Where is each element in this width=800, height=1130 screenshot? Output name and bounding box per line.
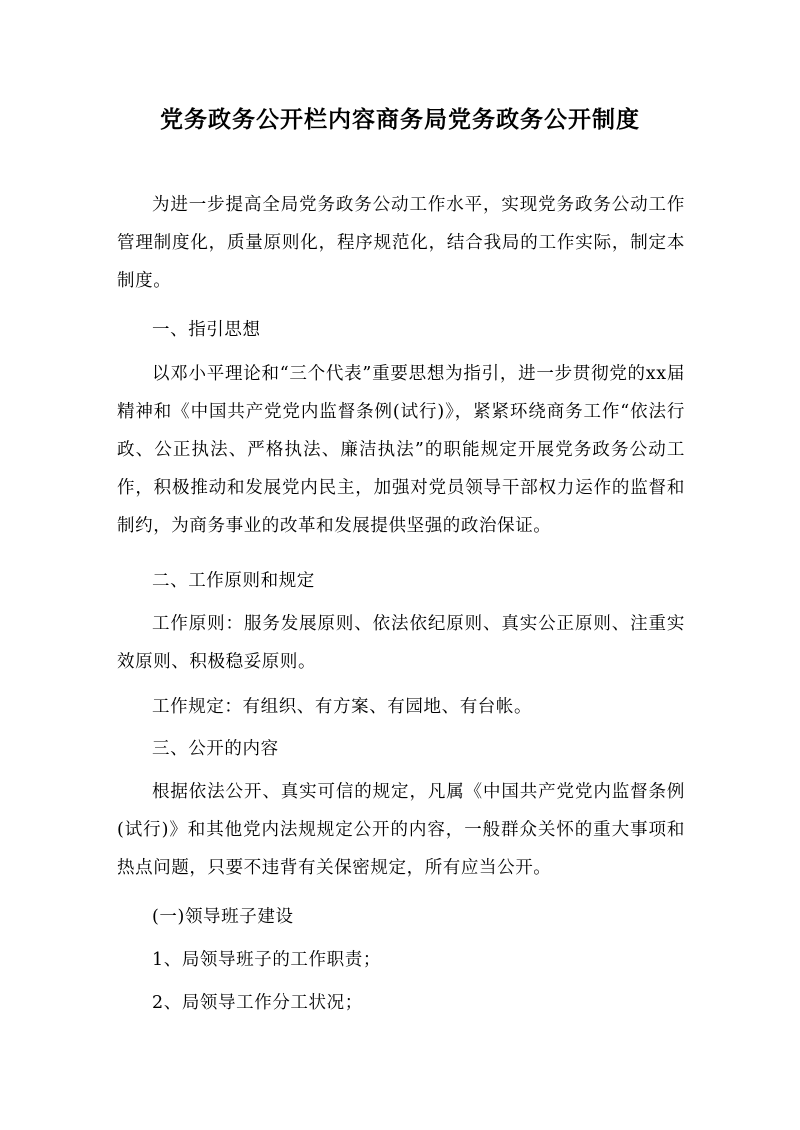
work-rules-paragraph: 工作规定：有组织、有方案、有园地、有台帐。 [152,697,533,717]
subsection-heading-leadership: (一)领导班子建设 [152,907,294,927]
list-item: 1、局领导班子的工作职责； [152,950,381,970]
disclosure-content-paragraph: 根据依法公开、真实可信的规定，凡属《中国共产党党内监督条例(试行)》和其他党内法规规定公开的内容，一般群众关怀的重大事项和热点问题，只要不违背有关保密规定，所有应当公开。 [117,782,685,878]
intro-paragraph: 为进一步提高全局党务政务公动工作水平，实现党务政务公动工作管理制度化，质量原则化，程序规范化，结合我局的工作实际，制定本制度。 [117,195,685,291]
section-heading-content: 三、公开的内容 [152,739,279,759]
guiding-thought-paragraph: 以邓小平理论和“三个代表”重要思想为指引，进一步贯彻党的xx届精神和《中国共产党党内监督条例(试行)》，紧紧环绕商务工作“依法行政、公正执法、严格执法、廉洁执法”的职能规定开展党务政务公动工作，积极推动和发展党内民主，加强对党员领导干部权力运作的监督和制约，为商务事业的改革和发展提供坚强的政治保证。 [117,364,685,536]
work-principles-paragraph: 工作原则：服务发展原则、依法依纪原则、真实公正原则、注重实效原则、积极稳妥原则。 [117,614,685,672]
list-item: 2、局领导工作分工状况； [152,993,363,1013]
section-heading-guiding-thought: 一、指引思想 [152,320,261,340]
document-title: 党务政务公开栏内容商务局党务政务公开制度 [160,106,640,133]
section-heading-principles: 二、工作原则和规定 [152,571,315,591]
